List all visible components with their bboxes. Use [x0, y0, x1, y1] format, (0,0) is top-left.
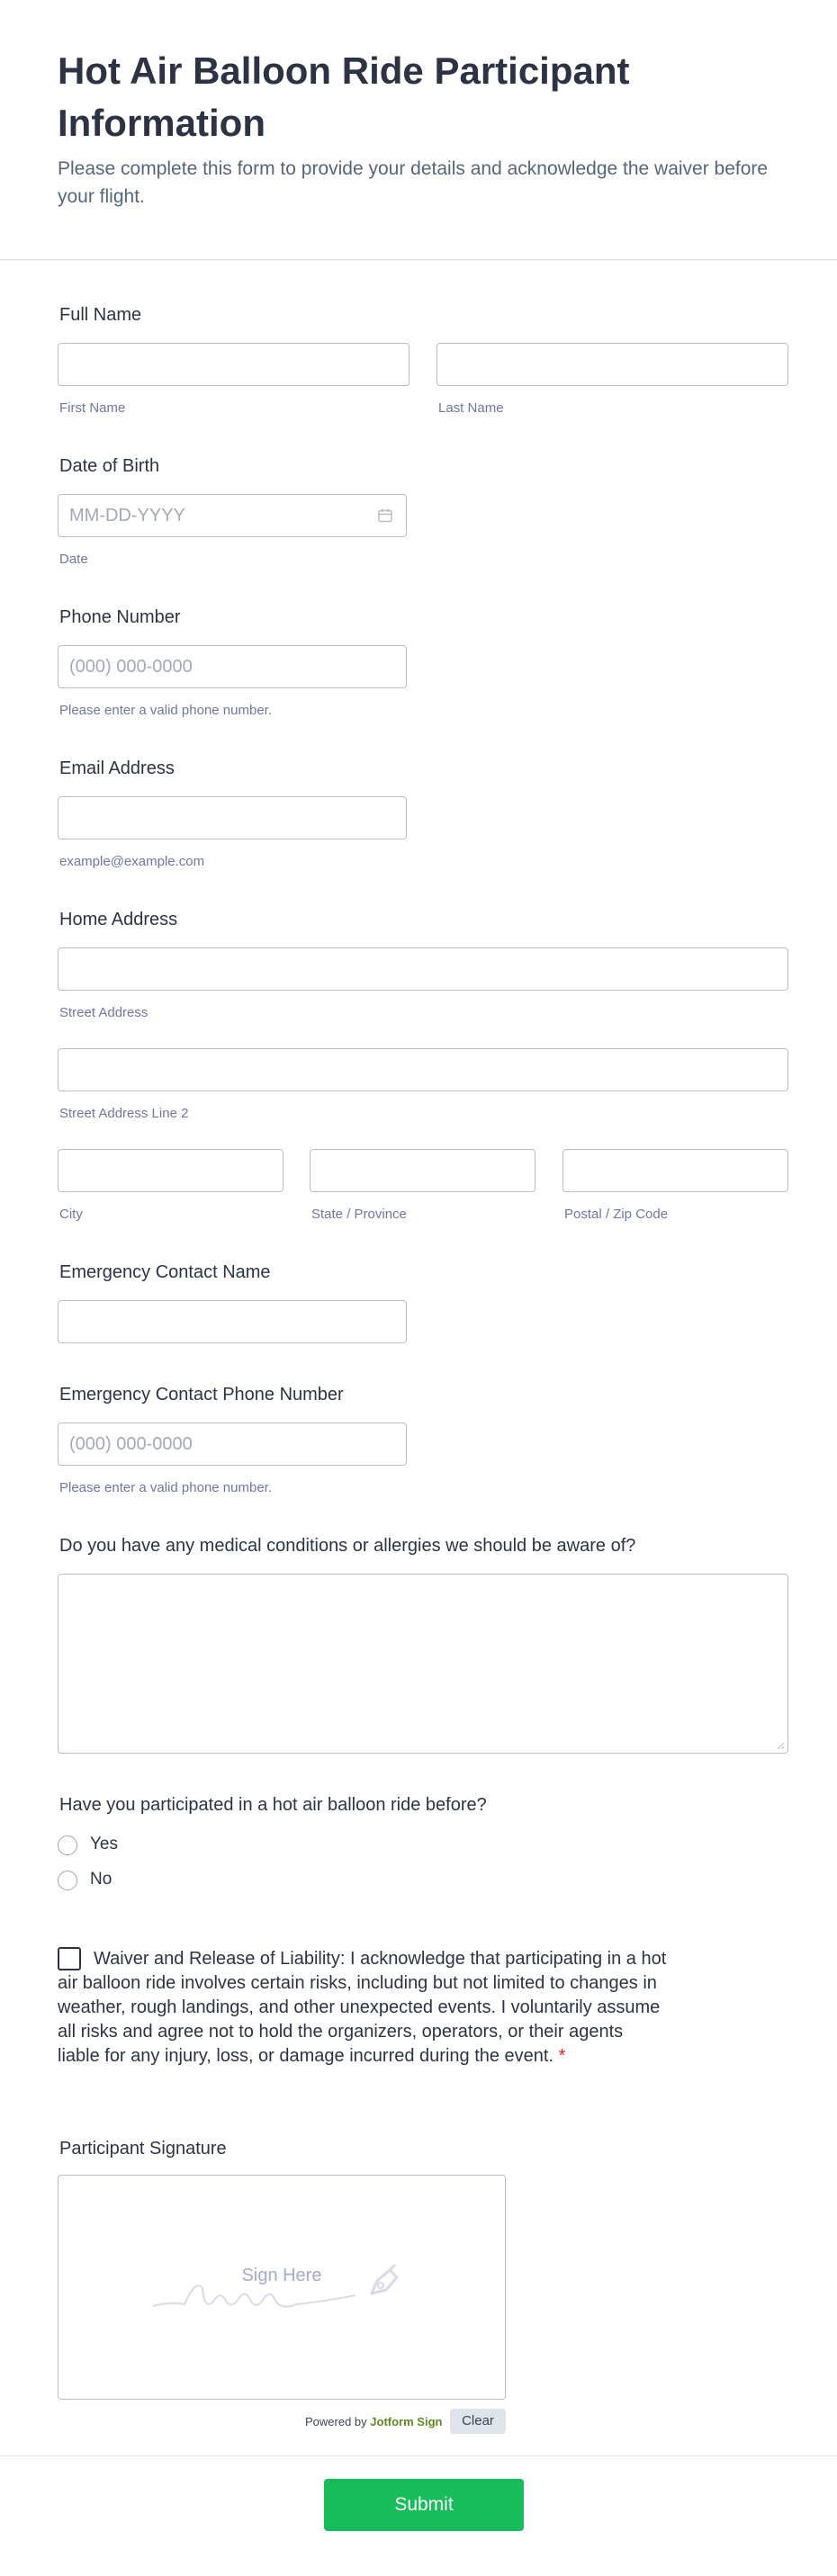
street-address-input[interactable]	[58, 947, 788, 991]
resize-handle-icon[interactable]	[776, 1741, 785, 1750]
signature-clear-button[interactable]: Clear	[450, 2409, 506, 2434]
phone-sublabel: Please enter a valid phone number.	[59, 703, 272, 718]
radio-no[interactable]	[58, 1871, 77, 1890]
emergency-name-label: Emergency Contact Name	[59, 1262, 271, 1282]
submit-button[interactable]: Submit	[324, 2479, 524, 2531]
powered-by-brand[interactable]: Jotform Sign	[370, 2415, 443, 2428]
email-sublabel: example@example.com	[59, 854, 205, 869]
signature-pad[interactable]	[58, 2175, 506, 2400]
city-sublabel: City	[59, 1207, 83, 1222]
street-address-line2-sublabel: Street Address Line 2	[59, 1106, 189, 1121]
dob-input[interactable]	[58, 494, 407, 537]
radio-yes-label[interactable]: Yes	[90, 1835, 118, 1853]
medical-label: Do you have any medical conditions or allergies we should be aware of?	[59, 1536, 636, 1556]
waiver-line: Waiver and Release of Liability: I acknowledge that participating in a hot	[94, 1949, 667, 1969]
dob-placeholder: MM-DD-YYYY	[69, 506, 185, 525]
street-address-line2-input[interactable]	[58, 1048, 788, 1091]
emergency-phone-sublabel: Please enter a valid phone number.	[59, 1480, 272, 1495]
dob-label: Date of Birth	[59, 456, 160, 476]
email-label: Email Address	[59, 758, 175, 778]
waiver-text	[58, 1947, 724, 2069]
prior-ride-label: Have you participated in a hot air balloon ride before?	[59, 1795, 487, 1815]
form-subtitle: Please complete this form to provide your details and acknowledge the waiver before your flight.	[58, 158, 769, 207]
calendar-icon[interactable]	[377, 507, 393, 524]
pen-icon	[364, 2261, 404, 2301]
street-address-sublabel: Street Address	[59, 1005, 148, 1020]
radio-yes[interactable]	[58, 1836, 77, 1855]
required-mark: *	[558, 2046, 566, 2066]
powered-by-prefix: Powered by	[305, 2415, 367, 2428]
emergency-name-input[interactable]	[58, 1300, 407, 1343]
first-name-input[interactable]	[58, 343, 410, 386]
first-name-sublabel: First Name	[59, 400, 126, 416]
radio-no-label[interactable]: No	[90, 1870, 112, 1889]
emergency-phone-placeholder: (000) 000-0000	[69, 1434, 193, 1454]
emergency-phone-input[interactable]	[58, 1423, 407, 1466]
state-input[interactable]	[310, 1149, 536, 1192]
emergency-phone-label: Emergency Contact Phone Number	[59, 1385, 344, 1405]
last-name-sublabel: Last Name	[438, 400, 504, 416]
state-sublabel: State / Province	[311, 1207, 407, 1222]
signature-placeholder: Sign Here	[241, 2266, 322, 2285]
last-name-input[interactable]	[436, 343, 788, 386]
signature-label: Participant Signature	[59, 2139, 227, 2159]
waiver-line: liable for any injury, loss, or damage incurred during the event.	[58, 2046, 554, 2066]
form-header	[0, 0, 837, 260]
phone-input[interactable]	[58, 645, 407, 688]
waiver-line: all risks and agree not to hold the organizers, operators, or their agents	[58, 2022, 624, 2042]
medical-textarea[interactable]	[58, 1574, 788, 1754]
waiver-line: weather, rough landings, and other unexpected events. I voluntarily assume	[58, 1997, 661, 2017]
zip-input[interactable]	[562, 1149, 788, 1192]
phone-placeholder: (000) 000-0000	[69, 657, 193, 677]
phone-label: Phone Number	[59, 607, 181, 627]
powered-by	[305, 2415, 442, 2428]
dob-sublabel: Date	[59, 552, 88, 567]
waiver-line: air balloon ride involves certain risks, including but not limited to changes in	[58, 1973, 657, 1993]
address-label: Home Address	[59, 910, 178, 929]
city-input[interactable]	[58, 1149, 284, 1192]
full-name-label: Full Name	[59, 305, 142, 325]
form-title: Hot Air Balloon Ride Participant Information	[58, 49, 630, 144]
zip-sublabel: Postal / Zip Code	[564, 1207, 669, 1222]
email-input[interactable]	[58, 796, 407, 839]
form-body	[0, 260, 837, 2456]
